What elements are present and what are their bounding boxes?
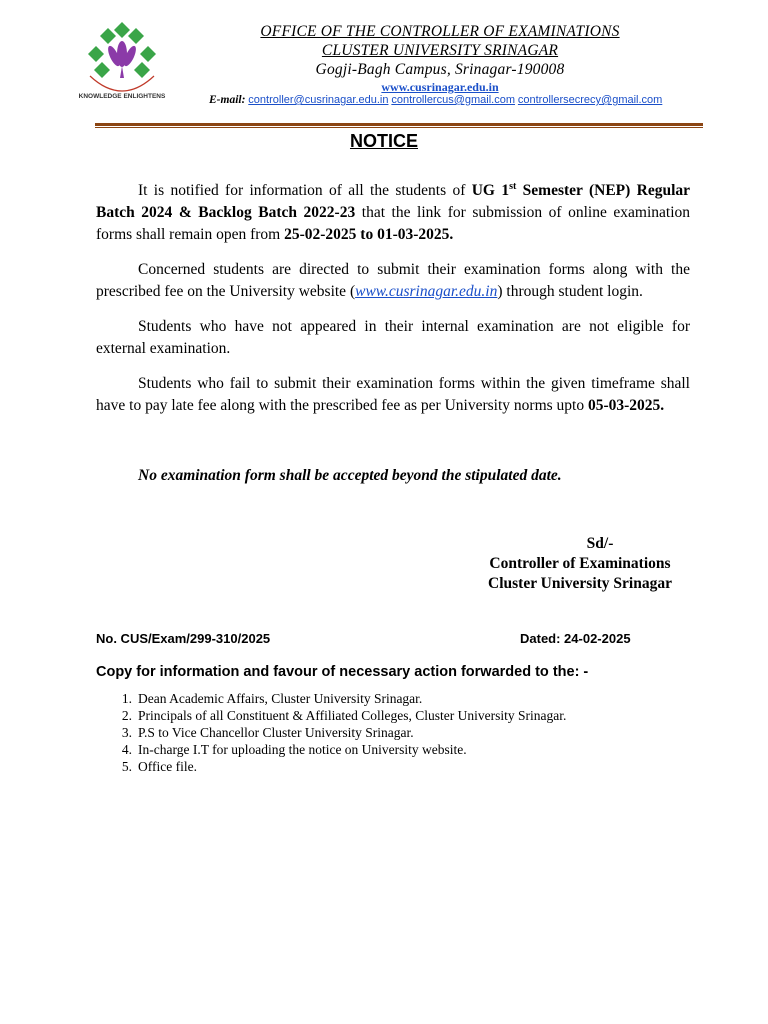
- notice-title: NOTICE: [349, 131, 418, 151]
- email-link-2[interactable]: controllercus@gmail.com: [391, 94, 516, 106]
- signature-block: [470, 534, 690, 594]
- email-line: [209, 94, 662, 106]
- copy-to-heading: Copy for information and favour of necessary action forwarded to the: -: [96, 664, 589, 680]
- campus-address: Gogji-Bagh Campus, Srinagar-190008: [315, 61, 565, 78]
- signature-sd: Sd/-: [586, 535, 614, 552]
- logo-caption: KNOWLEDGE ENLIGHTENS: [78, 93, 166, 100]
- website-inline-link[interactable]: www.cusrinagar.edu.in: [355, 283, 498, 301]
- list-item: 5. Office file.: [121, 759, 197, 774]
- email-link-3[interactable]: controllersecrecy@gmail.com: [517, 94, 663, 106]
- email-link-1[interactable]: controller@cusrinagar.edu.in: [248, 94, 389, 106]
- notice-date: Dated: 24-02-2025: [520, 631, 631, 646]
- list-item: 4. In-charge I.T for uploading the notice on University website.: [121, 742, 467, 757]
- copy-to-list: [96, 690, 566, 775]
- website-link[interactable]: www.cusrinagar.edu.in: [381, 80, 499, 94]
- list-item: 2. Principals of all Constituent & Affiliated Colleges, Cluster University Srinagar.: [121, 708, 567, 723]
- signatory-institution: Cluster University Srinagar: [488, 575, 672, 592]
- header-rule: [95, 123, 703, 126]
- paragraph-4: Students who fail to submit their examination forms within the given timeframe shall have to pay late fee along with the prescribed fee as per University norms upto 05-03-2025.: [96, 375, 690, 415]
- paragraph-1: It is notified for information of all the students of UG 1st Semester (NEP) Regular Batch 2024 & Backlog Batch 2022-23 that the link for submission of online examination forms shall remain open from 25-02-2025 to 01-03-2025.: [96, 181, 691, 244]
- signatory-designation: Controller of Examinations: [489, 555, 671, 572]
- header-rule-thin: [95, 127, 703, 128]
- paragraph-2: Concerned students are directed to submit their examination forms along with the prescribed fee on the University website (www.cusrinagar.edu.in) through student login.: [96, 261, 690, 301]
- university-logo: [78, 18, 166, 102]
- list-item: 3. P.S to Vice Chancellor Cluster University Srinagar.: [121, 725, 414, 740]
- deadline-warning: No examination form shall be accepted beyond the stipulated date.: [138, 467, 562, 484]
- university-name: CLUSTER UNIVERSITY SRINAGAR: [321, 42, 559, 59]
- letterhead: [190, 22, 690, 94]
- paragraph-3: Students who have not appeared in their internal examination are not eligible for external examination.: [96, 318, 690, 358]
- list-item: 1. Dean Academic Affairs, Cluster University Srinagar.: [121, 691, 423, 706]
- email-label: E-mail:: [209, 94, 246, 106]
- notice-body: [96, 176, 690, 430]
- office-name: OFFICE OF THE CONTROLLER OF EXAMINATIONS: [260, 23, 620, 40]
- reference-number: No. CUS/Exam/299-310/2025: [96, 631, 271, 646]
